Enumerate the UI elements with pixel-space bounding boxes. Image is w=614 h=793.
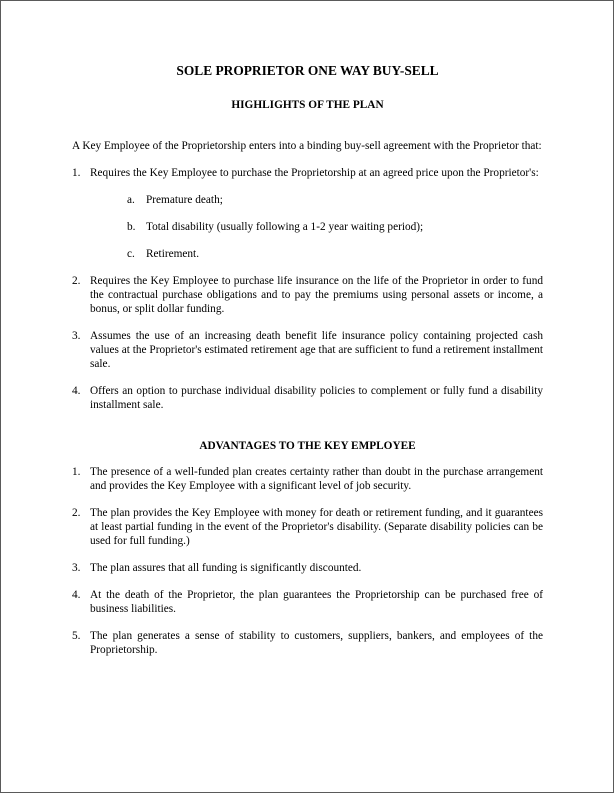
sub-list	[90, 193, 543, 261]
list-item	[72, 506, 543, 548]
list-item	[72, 588, 543, 616]
item-text: The presence of a well-funded plan creates certainty rather than doubt in the purchase arrangement and provides the Key Employee with a significant level of job security.	[90, 466, 543, 492]
sub-item-letter: a.	[127, 194, 135, 206]
item-text: At the death of the Proprietor, the plan guarantees the Proprietorship can be purchased free of business liabilities.	[90, 589, 543, 615]
item-text: Requires the Key Employee to purchase life insurance on the life of the Proprietor in order to fund the contractual purchase obligations and to pay the premiums using personal assets or income, a bonus, or split dollar funding.	[90, 275, 543, 315]
item-number: 4.	[72, 385, 81, 397]
item-text: Requires the Key Employee to purchase the Proprietorship at an agreed price upon the Proprietor's:	[90, 167, 539, 179]
sub-item-letter: c.	[127, 248, 135, 260]
item-text: The plan generates a sense of stability to customers, suppliers, bankers, and employees of the Proprietorship.	[90, 630, 543, 656]
item-number: 1.	[72, 466, 81, 478]
highlights-list	[72, 166, 543, 412]
sub-list-item	[90, 220, 543, 234]
sub-list-item	[90, 193, 543, 207]
item-number: 3.	[72, 562, 81, 574]
list-item	[72, 465, 543, 493]
list-item	[72, 274, 543, 316]
item-number: 2.	[72, 275, 81, 287]
list-item	[72, 329, 543, 371]
item-text: Assumes the use of an increasing death benefit life insurance policy containing projected cash values at the Proprietor's estimated retirement age that are sufficient to fund a retirement installment sale.	[90, 330, 543, 370]
document-title: SOLE PROPRIETOR ONE WAY BUY-SELL	[176, 63, 439, 78]
item-number: 5.	[72, 630, 81, 642]
advantages-list	[72, 465, 543, 657]
document-content	[72, 63, 543, 657]
list-item	[72, 166, 543, 261]
section-heading-advantages: ADVANTAGES TO THE KEY EMPLOYEE	[199, 440, 416, 452]
item-text: The plan provides the Key Employee with money for death or retirement funding, and it guarantees at least partial funding in the event of the Proprietor's disability. (Separate disability policies can be used for full funding.)	[90, 507, 543, 547]
sub-item-text: Retirement.	[146, 248, 200, 260]
item-number: 3.	[72, 330, 81, 342]
sub-item-text: Total disability (usually following a 1-2 year waiting period);	[146, 221, 424, 233]
list-item	[72, 384, 543, 412]
list-item	[72, 561, 543, 575]
sub-list-item	[90, 247, 543, 261]
section-heading-highlights: HIGHLIGHTS OF THE PLAN	[231, 99, 384, 111]
item-number: 2.	[72, 507, 81, 519]
intro-paragraph: A Key Employee of the Proprietorship enters into a binding buy-sell agreement with the Proprietor that:	[72, 140, 542, 152]
item-text: The plan assures that all funding is significantly discounted.	[90, 562, 362, 574]
sub-item-letter: b.	[127, 221, 136, 233]
sub-item-text: Premature death;	[146, 194, 223, 206]
item-number: 1.	[72, 167, 81, 179]
item-number: 4.	[72, 589, 81, 601]
list-item	[72, 629, 543, 657]
item-text: Offers an option to purchase individual disability policies to complement or fully fund a disability installment sale.	[90, 385, 543, 411]
